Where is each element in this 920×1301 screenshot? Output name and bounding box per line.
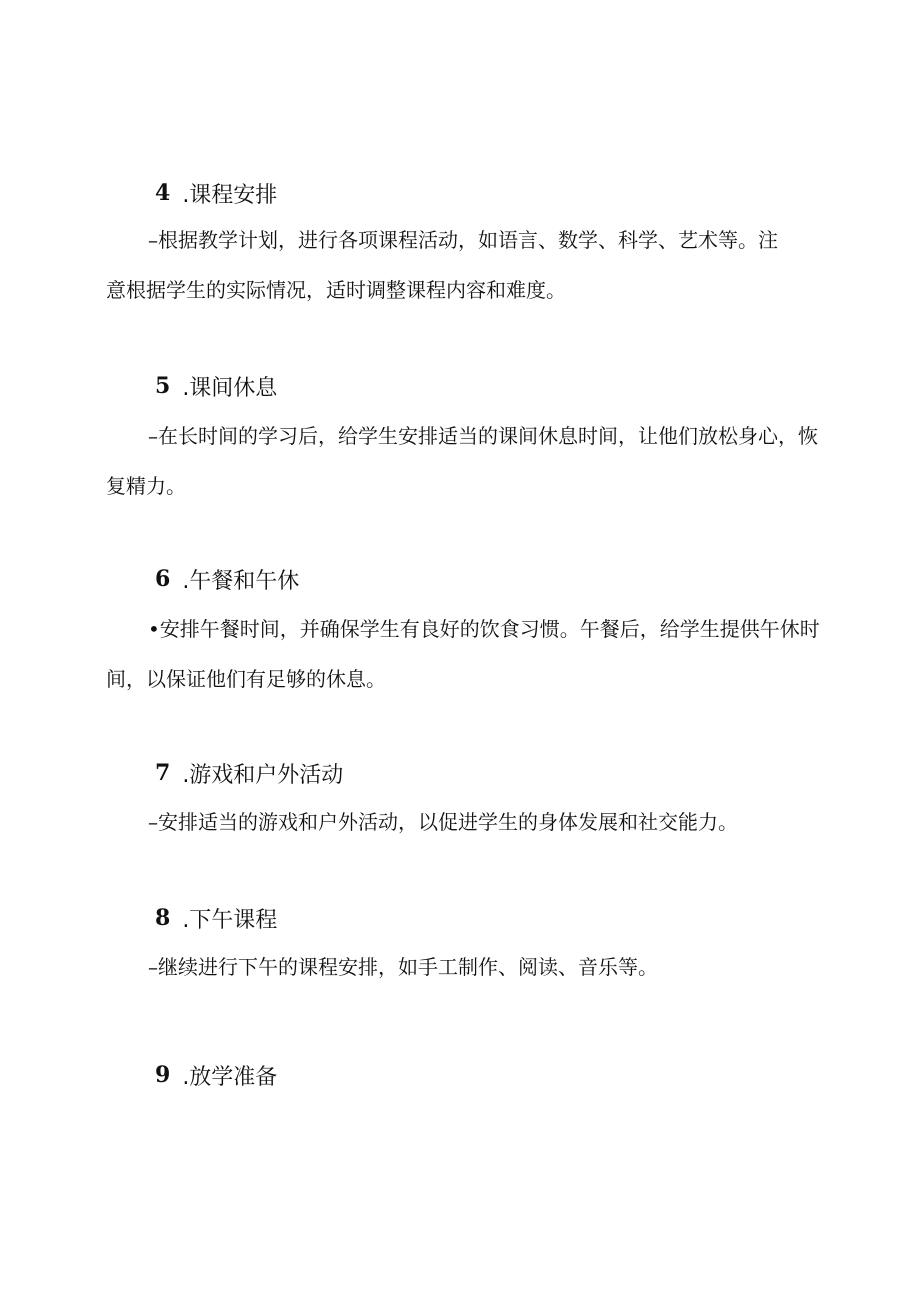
section-title: .游戏和户外活动 — [182, 762, 344, 788]
section-heading — [155, 562, 299, 596]
section-heading — [155, 176, 277, 210]
section-title: .放学准备 — [182, 1064, 278, 1090]
section-heading — [155, 901, 277, 935]
section-number: 8 — [155, 905, 171, 931]
section-heading — [155, 756, 343, 790]
section-title: .下午课程 — [182, 907, 278, 933]
section-number: 7 — [155, 760, 171, 786]
section-number: 6 — [155, 566, 171, 592]
section-title: .课间休息 — [182, 375, 278, 401]
section-number: 5 — [155, 373, 171, 399]
section-title: .课程安排 — [182, 182, 278, 208]
section-body: –根据教学计划，进行各项课程活动，如语言、数学、科学、艺术等。注意根据学生的实际情况，适时调整课程内容和难度。 — [106, 228, 778, 302]
section-number: 4 — [155, 180, 171, 206]
section-body: –在长时间的学习后，给学生安排适当的课间休息时间，让他们放松身心，恢复精力。 — [106, 424, 818, 498]
section-body: –安排适当的游戏和户外活动，以促进学生的身体发展和社交能力。 — [148, 810, 738, 834]
section-heading — [155, 1058, 277, 1092]
section-heading — [155, 369, 277, 403]
section-body: –继续进行下午的课程安排，如手工制作、阅读、音乐等。 — [148, 955, 658, 979]
section-title: .午餐和午休 — [182, 568, 300, 594]
section-number: 9 — [155, 1062, 171, 1088]
section-body: •安排午餐时间，并确保学生有良好的饮食习惯。午餐后，给学生提供午休时间，以保证他们有足够的休息。 — [106, 617, 820, 691]
